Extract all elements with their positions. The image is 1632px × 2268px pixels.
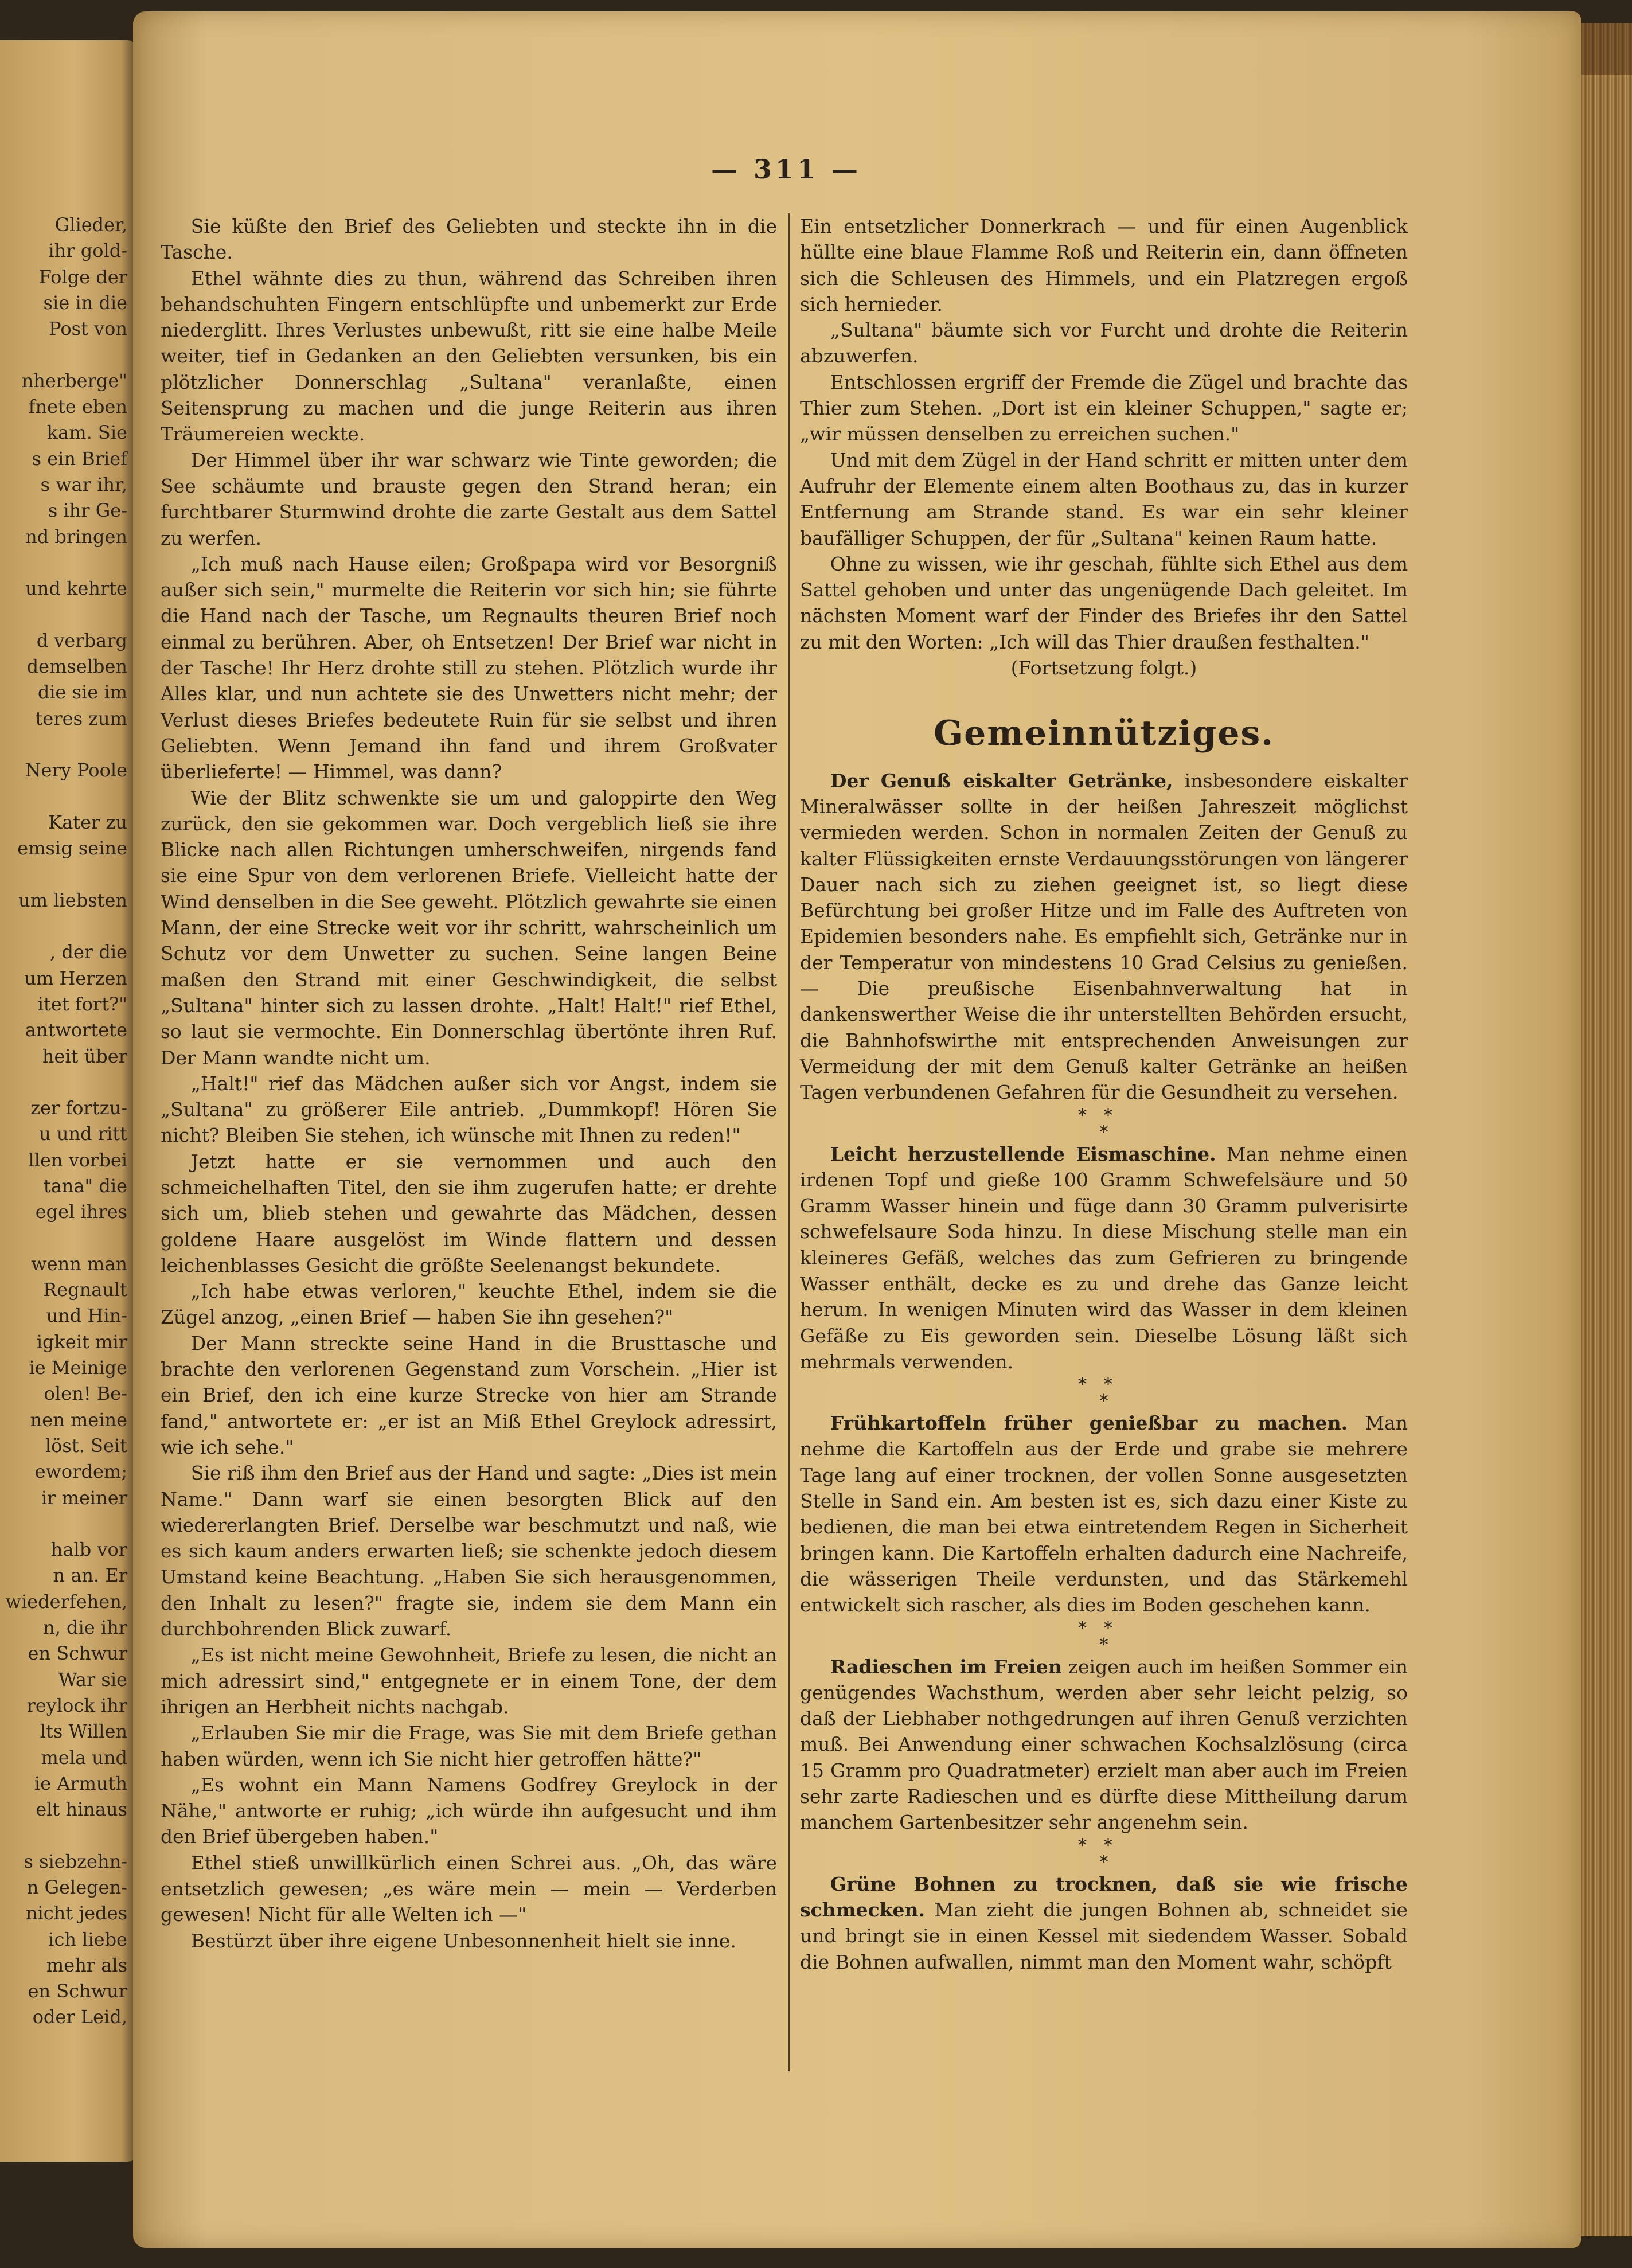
left-fragment-line: [0, 342, 127, 368]
left-fragment-line: wiederfehen,: [5, 1590, 127, 1613]
left-fragment-line: u und ritt: [39, 1123, 127, 1145]
left-fragment-line: nicht jedes: [25, 1902, 127, 1925]
tip-text: zeigen auch im heißen Sommer ein genügendes Wachsthum, werden aber sehr leicht pelzig, so daß der Liebhaber nothgedrungen auf ihren Genuß verzichten muß. Bei Anwendung einer schwachen Kochsalzlösung (circa 15 Gramm pro Quadratmeter) erzielt man aber auch im Freien sehr zarte Radieschen und es dürfte diese Mittheilung darum manchem Gartenbesitzer sehr angenehm sein.: [800, 1655, 1408, 1834]
left-fragment-line: [0, 1822, 127, 1848]
left-fragment-line: [0, 602, 127, 627]
left-fragment-line: um Herzen: [24, 967, 127, 989]
left-fragment-line: s ihr Ge-: [48, 499, 127, 522]
story-paragraph: Der Mann streckte seine Hand in die Brusttasche und brachte den verlorenen Gegenstand zum Vorschein. „Hier ist ein Brief, den ich eine kurze Strecke von hier am Strande fand," antwortete er: „er ist an Miß Ethel Greylock adressirt, wie ich sehe.": [161, 1332, 777, 1458]
story-paragraph: Sie riß ihm den Brief aus der Hand und sagte: „Dies ist mein Name." Dann warf sie einen besorgten Blick auf den wiedererlangten Brief. Derselbe war beschmutzt und naß, wie es sich kaum anders erwarten ließ; sie schenkte jedoch diesem Umstand keine Beachtung. „Haben Sie sich herausgenommen, den Inhalt zu lesen?" fragte sie, indem sie dem Mann ein durchbohrenden Blick zuwarf.: [161, 1462, 777, 1641]
left-fragment-line: [0, 550, 127, 576]
left-fragment-line: tana" die: [43, 1174, 127, 1197]
left-fragment-line: reylock ihr: [26, 1694, 127, 1716]
page-edges: [1581, 23, 1632, 2236]
tip-heading: Grüne Bohnen zu trocknen, daß sie wie frische schmecken.: [800, 1872, 1408, 1921]
tip-heading: Radieschen im Freien: [830, 1655, 1062, 1678]
left-fragment-line: egel ihres: [35, 1201, 127, 1223]
tips-list: [800, 768, 1408, 1975]
section-title: Gemeinnütziges.: [933, 713, 1275, 754]
left-fragment-line: und kehrte: [25, 577, 127, 600]
story-paragraph: „Ich muß nach Hause eilen; Großpapa wird vor Besorgniß außer sich sein," murmelte die Reiterin vor sich hin; sie führte die Hand nach der Tasche, um Regnaults theuren Brief noch einmal zu berühren. Aber, oh Entsetzen! Der Brief war nicht in der Tasche! Ihr Herz drohte still zu stehen. Plötzlich wurde ihr Alles klar, und nun achtete sie des Unwetters nicht mehr; der Verlust dieses Briefes bedeutete Ruin für sie selbst und ihren Geliebten. Wenn Jemand ihn fand und ihrem Großvater überlieferte! — Himmel, was dann?: [161, 552, 777, 783]
left-fragment-line: Post von: [49, 318, 127, 340]
left-fragment-line: s war ihr,: [40, 473, 127, 495]
left-fragment-line: um liebsten: [18, 889, 127, 911]
story-paragraph: „Halt!" rief das Mädchen außer sich vor Angst, indem sie „Sultana" zu größerer Eile antrieb. „Dummkopf! Hören Sie nicht? Bleiben Sie stehen, ich wünsche mit Ihnen zu reden!": [161, 1072, 777, 1147]
tip-item: [800, 768, 1408, 1106]
story-paragraph: Bestürzt über ihre eigene Unbesonnenheit hielt sie inne.: [190, 1929, 736, 1952]
left-fragment-line: demselben: [26, 655, 127, 678]
story-continuation: [800, 213, 1408, 655]
tip-item: [800, 1654, 1408, 1836]
left-fragment-line: , der die: [50, 941, 127, 963]
left-fragment-line: itet fort?": [37, 993, 127, 1015]
left-column: [161, 213, 777, 1954]
star-divider: **: [1078, 1618, 1130, 1638]
story-paragraph: „Es ist nicht meine Gewohnheit, Briefe zu lesen, die nicht an mich adressirt sind," entgegnete er in einem Tone, der dem ihrigen an Herbheit nichts nachgab.: [161, 1644, 777, 1718]
left-fragment-line: Glieder,: [54, 214, 127, 236]
story-paragraph: „Es wohnt ein Mann Namens Godfrey Greylock in der Nähe," antworte er ruhig; „ich würde ihn aufgesucht und ihm den Brief übergeben haben.": [161, 1773, 777, 1848]
left-fragment-line: löst. Seit: [45, 1434, 127, 1457]
story-paragraph: Jetzt hatte er sie vernommen und auch den schmeichelhaften Titel, den sie ihm zugerufen hatte; er drehte sich um, blieb stehen und gewahrte das Mädchen, dessen goldene Haare ausgelöst im Winde flattern und dessen leichenblasses Gesicht die größte Seelenangst bekundete.: [161, 1150, 777, 1277]
tip-item: [800, 1141, 1408, 1375]
tip-item: [800, 1410, 1408, 1618]
tip-heading: Der Genuß eiskalter Getränke,: [830, 769, 1173, 792]
story-paragraph: Wie der Blitz schwenkte sie um und galoppirte den Weg zurück, den sie gekommen war. Doch vergeblich ließ sie ihre Blicke nach allen Richtungen umherschweifen, nirgends fand sie eine Spur von dem verlorenen Briefe. Vielleicht hatte der Wind denselben in die See geweht. Plötzlich gewahrte sie einen Mann, der eine Strecke weit vor ihr schritt, wahrscheinlich um Schutz vor dem Unwetter zu suchen. Seine langen Beine maßen den Strand mit einer Geschwindigkeit, die selbst „Sultana" hinter sich zu lassen drohte. „Halt! Halt!" rief Ethel, so laut sie vermochte. Ein Donnerschlag übertönte ihren Ruf. Der Mann wandte nicht um.: [161, 786, 777, 1069]
left-fragment-line: en Schwur: [28, 1642, 127, 1665]
left-fragment-line: ie Meinige: [29, 1357, 127, 1379]
story-paragraph: Ohne zu wissen, wie ihr geschah, fühlte sich Ethel aus dem Sattel gehoben und unter das ungenügende Dach geleitet. Im nächsten Moment warf der Finder des Briefes ihr den Sattel zu mit den Worten: „Ich will das Thier draußen festhalten.": [800, 552, 1408, 653]
left-fragment-line: und Hin-: [46, 1305, 127, 1327]
star-divider-center: *: [1099, 1852, 1108, 1872]
left-fragment-line: n, die ihr: [43, 1617, 127, 1639]
left-fragment-line: ihr gold-: [48, 240, 127, 262]
left-fragment-line: en Schwur: [28, 1980, 127, 2002]
left-fragment-line: die sie im: [37, 681, 127, 704]
left-fragment-line: mehr als: [46, 1954, 127, 1976]
left-fragment-line: ie Armuth: [34, 1772, 127, 1794]
left-page-text-fragments: [0, 212, 127, 2031]
tip-heading: Frühkartoffeln früher genießbar zu machen.: [830, 1412, 1348, 1435]
left-fragment-line: nherberge": [21, 369, 127, 392]
star-divider: **: [1078, 1105, 1130, 1126]
right-column: [800, 213, 1408, 1975]
star-divider-center: *: [1099, 1391, 1108, 1412]
left-fragment-line: Nery Poole: [25, 759, 127, 782]
left-fragment-line: [0, 1069, 127, 1095]
left-fragment-line: Kater zu: [48, 811, 127, 833]
story-paragraph: Entschlossen ergriff der Fremde die Zügel und brachte das Thier zum Stehen. „Dort ist ein kleiner Schuppen," sagte er; „wir müssen denselben zu erreichen suchen.": [800, 370, 1408, 446]
left-fragment-line: halb vor: [50, 1539, 127, 1561]
story-paragraph: Ethel stieß unwillkürlich einen Schrei aus. „Oh, das wäre entsetzlich gewesen; „es wäre mein — mein — Verderben gewesen! Nicht für alle Welten ich —": [161, 1851, 777, 1926]
tip-text: Man zieht die jungen Bohnen ab, schneidet sie und bringt sie in einen Kessel mit siedendem Wasser. Sobald die Bohnen aufwallen, nimmt man den Moment wahr, schöpft: [800, 1898, 1408, 1973]
continued-note: (Fortsetzung folgt.): [1010, 657, 1197, 680]
left-fragment-line: olen! Be-: [44, 1383, 127, 1405]
story-paragraph: „Erlauben Sie mir die Frage, was Sie mit dem Briefe gethan haben würden, wenn ich Sie nicht hier getroffen hätte?": [161, 1722, 777, 1770]
left-fragment-line: nen meine: [30, 1408, 127, 1431]
left-fragment-line: [0, 861, 127, 887]
left-fragment-line: mela und: [41, 1746, 127, 1769]
left-fragment-line: emsig seine: [17, 837, 127, 860]
story-paragraph: Ethel wähnte dies zu thun, während das Schreiben ihren behandschuhten Fingern entschlüpfte und unbemerkt zur Erde niederglitt. Ihres Verlustes unbewußt, ritt sie eine halbe Meile weiter, tief in Gedanken an den Geliebten versunken, bis ein plötzlicher Donnerschlag „Sultana" veranlaßte, einen Seitensprung zu machen und die junge Reiterin aus ihren Träumereien weckte.: [161, 267, 777, 446]
tip-item: [800, 1871, 1408, 1975]
left-fragment-line: [0, 1225, 127, 1251]
tip-text: Man nehme die Kartoffeln aus der Erde und grabe sie mehrere Tage lang auf einer trocknen, der vollen Sonne ausgesetzten Stelle in Sand ein. Am besten ist es, sich dazu einer Kiste zu bedienen, die man bei etwa eintretendem Regen in Sicherheit bringen kann. Die Kartoffeln erhalten dadurch eine Nachreife, die wässerigen Theile verdunsten, und das Stärkemehl entwickelt sich rascher, als dies im Boden geschehen kann.: [800, 1412, 1408, 1617]
story-paragraph: „Sultana" bäumte sich vor Furcht und drohte die Reiterin abzuwerfen.: [800, 319, 1408, 368]
page-number: — 311 —: [711, 154, 862, 185]
left-fragment-line: ich liebe: [48, 1928, 127, 1950]
left-fragment-line: d verbarg: [36, 629, 127, 651]
left-page-edge: [0, 40, 135, 2162]
left-fragment-line: War sie: [58, 1668, 127, 1691]
left-fragment-line: elt hinaus: [36, 1798, 127, 1821]
star-divider: **: [1078, 1375, 1130, 1395]
left-fragment-line: zer fortzu-: [30, 1097, 127, 1119]
left-fragment-line: ir meiner: [41, 1486, 127, 1509]
left-fragment-line: igkeit mir: [36, 1330, 127, 1353]
left-fragment-line: Folge der: [38, 266, 127, 288]
left-fragment-line: fnete eben: [28, 396, 127, 418]
left-fragment-line: Regnault: [43, 1279, 127, 1301]
story-paragraph: Und mit dem Zügel in der Hand schritt er mitten unter dem Aufruhr der Elemente einem alten Boothaus zu, das in kurzer Entfernung am Strande stand. Es war ein sehr kleiner baufälliger Schuppen, der für „Sultana" keinen Raum hatte.: [800, 448, 1408, 549]
story-paragraph: Ein entsetzlicher Donnerkrach — und für einen Augenblick hüllte eine blaue Flamme Roß und Reiterin ein, dann öffneten sich die Schleusen des Himmels, und ein Platzregen ergoß sich hernieder.: [800, 215, 1408, 315]
left-fragment-line: lts Willen: [40, 1720, 127, 1743]
left-fragment-line: llen vorbei: [28, 1149, 127, 1171]
tip-heading: Leicht herzustellende Eismaschine.: [830, 1142, 1216, 1165]
story-paragraph: Sie küßte den Brief des Geliebten und steckte ihn in die Tasche.: [161, 215, 777, 264]
left-fragment-line: [0, 784, 127, 810]
tip-text: Man nehme einen irdenen Topf und gieße 100 Gramm Schwefelsäure und 50 Gramm Wasser hinein und füge dann 30 Gramm pulverisirte schwefelsaure Soda hinzu. In diese Mischung stelle man ein kleineres Gefäß, welches das zum Gefrieren zu bringende Wasser enthält, decke es zu und drehe das Ganze leicht herum. In wenigen Minuten wird das Wasser in dem kleinen Gefäße zu Eis geworden sein. Dieselbe Lösung läßt sich mehrmals verwenden.: [800, 1142, 1408, 1373]
left-fragment-line: sie in die: [43, 291, 127, 314]
left-fragment-line: teres zum: [35, 707, 127, 729]
left-fragment-line: kam. Sie: [46, 421, 127, 444]
left-fragment-line: n Gelegen-: [26, 1876, 127, 1898]
story-paragraph: „Ich habe etwas verloren," keuchte Ethel, indem sie die Zügel anzog, „einen Brief — haben Sie ihn gesehen?": [161, 1280, 777, 1329]
left-fragment-line: oder Leid,: [32, 2006, 127, 2028]
star-divider-center: *: [1099, 1634, 1108, 1655]
left-fragment-line: s siebzehn-: [24, 1850, 127, 1872]
left-fragment-line: [0, 914, 127, 939]
column-divider: [788, 213, 790, 2071]
tip-text: insbesondere eiskalter Mineralwässer sollte in der heißen Jahreszeit möglichst vermieden werden. Schon in normalen Zeiten der Genuß zu kalter Flüssigkeiten ernste Verdauungsstörungen von längerer Dauer nach sich zu ziehen geeignet ist, so liegt diese Befürchtung bei großer Hitze und im Falle des Auftreten von Epidemien besonders nahe. Es empfiehlt sich, Getränke nur in der Temperatur von mindestens 10 Grad Celsius zu genießen. — Die preußische Eisenbahnverwaltung hat in dankenswerther Weise die ihr unterstellten Behörden ersucht, die Bahnhofswirthe mit entsprechenden Anweisungen zur Vermeidung der mit dem Genuß kalter Getränke an heißen Tagen verbundenen Gefahren für die Gesundheit zu versehen.: [800, 769, 1408, 1104]
left-fragment-line: antwortete: [25, 1019, 127, 1041]
left-fragment-line: ewordem;: [34, 1461, 127, 1483]
left-fragment-line: [0, 732, 127, 758]
left-fragment-line: s ein Brief: [32, 447, 127, 470]
star-divider: **: [1078, 1835, 1130, 1856]
star-divider-center: *: [1099, 1122, 1108, 1142]
left-fragment-line: n an. Er: [53, 1564, 127, 1587]
left-fragment-line: wenn man: [31, 1252, 127, 1275]
left-fragment-line: nd bringen: [25, 525, 127, 548]
left-fragment-line: heit über: [42, 1045, 127, 1067]
left-fragment-line: [0, 1511, 127, 1537]
story-paragraph: Der Himmel über ihr war schwarz wie Tinte geworden; die See schäumte und brauste gegen den Strand heran; ein furchtbarer Sturmwind drohte die zarte Gestalt aus dem Sattel zu werfen.: [161, 448, 777, 549]
